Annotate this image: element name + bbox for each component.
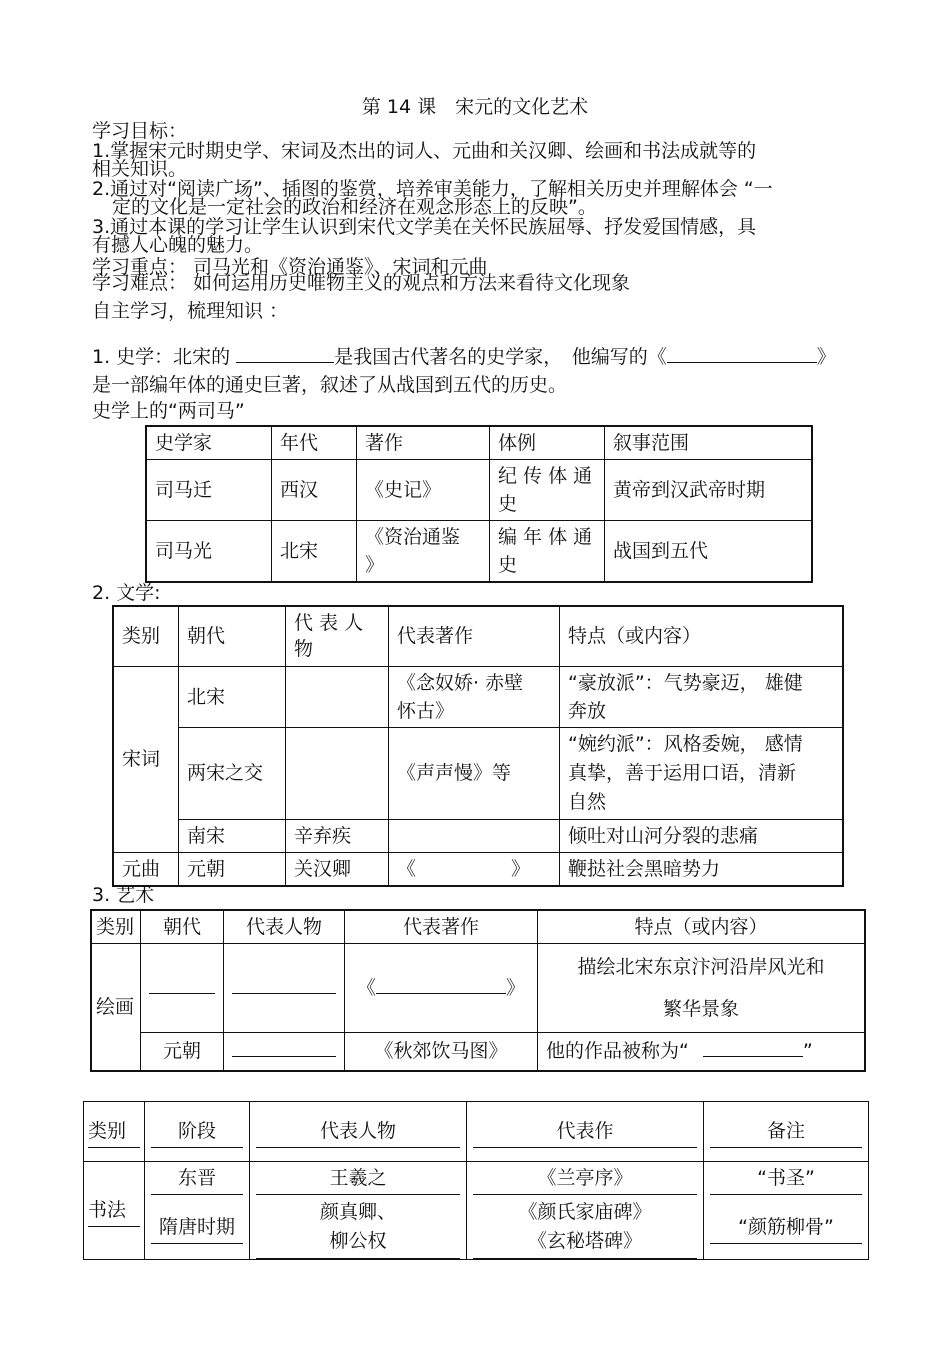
table-cell	[467, 1196, 704, 1260]
bracket-close: 》	[506, 977, 526, 999]
cell-text: 《颜氏家庙碑》 《玄秘塔碑》	[473, 1196, 697, 1259]
bracket-open: 《	[356, 977, 376, 999]
page-title: 第 14 课 宋元的文化艺术	[361, 96, 589, 118]
header-cell: 朝代	[141, 910, 224, 944]
table-cell: 《资治通鉴 》	[357, 521, 490, 583]
feature-text: 他的作品被称为“	[546, 1040, 689, 1063]
answer-cell[interactable]	[224, 944, 345, 1033]
header-cell	[467, 1102, 704, 1162]
objective-line: 相关知识。	[92, 158, 188, 180]
header-label: 代表作	[473, 1115, 697, 1148]
header-cell: 代表著作	[389, 606, 560, 666]
question-text: 是我国古代著名的史学家， 他编写的《	[334, 346, 667, 368]
answer-cell[interactable]	[141, 944, 224, 1033]
key-point: 学习重点： 司马光和《资治通鉴》、宋词和元曲	[92, 256, 488, 278]
table-cell: 《史记》	[357, 460, 490, 521]
table-cell: 辛弃疾	[286, 819, 389, 852]
objective-line: 有撼人心魄的魅力。	[92, 234, 264, 256]
question-text: 1. 史学：北宋的	[92, 346, 231, 368]
table-cell: “豪放派”：气势豪迈， 雄健 奔放	[560, 666, 844, 727]
table-cell: 司马光	[146, 521, 272, 583]
category-cell: 宋词	[113, 666, 179, 852]
history-question-line1	[92, 344, 836, 368]
table-cell	[250, 1162, 467, 1196]
table-cell	[145, 1196, 250, 1260]
objective-line: 3.通过本课的学习让学生认识到宋代文学美在关怀民族屈辱、抒发爱国情感，具	[92, 216, 757, 238]
table-cell: 元朝	[179, 852, 286, 886]
category-cell: 绘画	[91, 944, 141, 1071]
feature-text: ”	[802, 1040, 813, 1063]
answer-blank[interactable]	[703, 1038, 803, 1057]
question-text: 》	[816, 346, 836, 368]
answer-cell[interactable]	[345, 944, 538, 1033]
table-cell	[704, 1196, 869, 1260]
header-label: 类别	[88, 1115, 140, 1148]
history-question-line2: 是一部编年体的通史巨著，叙述了从战国到五代的历史。	[92, 374, 568, 396]
table-cell: 描绘北宋东京汴河沿岸风光和 繁华景象	[538, 944, 866, 1033]
section-heading: 2. 文学:	[92, 582, 161, 604]
cell-text: “书圣”	[710, 1162, 862, 1195]
section-heading: 3. 艺术	[92, 884, 155, 906]
cell-text: 东晋	[151, 1162, 243, 1195]
historians-table	[145, 425, 813, 583]
table-cell: 关汉卿	[286, 852, 389, 886]
header-cell: 史学家	[146, 426, 272, 460]
category-cell	[84, 1162, 145, 1260]
table-cell	[145, 1162, 250, 1196]
self-study-heading: 自主学习，梳理知识 ：	[92, 300, 289, 322]
table-cell: 司马迁	[146, 460, 272, 521]
answer-cell[interactable]	[286, 727, 389, 819]
table-cell: 西汉	[272, 460, 357, 521]
table-cell: 元朝	[141, 1033, 224, 1071]
header-cell	[84, 1102, 145, 1162]
category-label: 书法	[88, 1194, 140, 1227]
answer-cell[interactable]: 《 》	[389, 852, 560, 886]
header-cell	[250, 1102, 467, 1162]
header-cell	[145, 1102, 250, 1162]
table-cell: 两宋之交	[179, 727, 286, 819]
table-cell	[538, 1033, 866, 1071]
table-cell: 南宋	[179, 819, 286, 852]
cell-text: 颜真卿、 柳公权	[256, 1196, 460, 1259]
table-cell: 倾吐对山河分裂的悲痛	[560, 819, 844, 852]
answer-blank[interactable]	[236, 344, 334, 363]
header-cell: 代表著作	[345, 910, 538, 944]
objectives-heading: 学习目标：	[92, 120, 188, 142]
header-cell: 类别	[91, 910, 141, 944]
answer-blank[interactable]	[376, 975, 506, 994]
answer-cell[interactable]	[286, 666, 389, 727]
cell-text: 隋唐时期	[151, 1211, 243, 1244]
header-cell: 年代	[272, 426, 357, 460]
cell-text: “颜筋柳骨”	[710, 1211, 862, 1244]
difficulty: 学习难点： 如何运用历史唯物主义的观点和方法来看待文化现象	[92, 272, 631, 294]
table-cell: 北宋	[179, 666, 286, 727]
table-cell	[704, 1162, 869, 1196]
header-label: 备注	[710, 1115, 862, 1148]
answer-blank[interactable]	[232, 1038, 336, 1057]
table-cell	[250, 1196, 467, 1260]
header-cell: 特点（或内容）	[560, 606, 844, 666]
cell-text: 《兰亭序》	[473, 1162, 697, 1195]
literature-table	[112, 605, 844, 887]
header-cell: 类别	[113, 606, 179, 666]
answer-blank[interactable]	[149, 975, 215, 994]
calligraphy-table	[83, 1101, 869, 1260]
answer-cell[interactable]	[224, 1033, 345, 1071]
header-cell: 体例	[490, 426, 605, 460]
header-cell	[704, 1102, 869, 1162]
art-table	[90, 909, 866, 1072]
table-cell: 战国到五代	[605, 521, 813, 583]
header-cell: 代表人物	[224, 910, 345, 944]
table-cell: “婉约派”：风格委婉， 感情 真挚，善于运用口语，清新 自然	[560, 727, 844, 819]
header-cell: 叙事范围	[605, 426, 813, 460]
table-cell: 《声声慢》等	[389, 727, 560, 819]
objective-line: 定的文化是一定社会的政治和经济在观念形态上的反映”。	[112, 196, 597, 218]
table-cell: 编 年 体 通 史	[490, 521, 605, 583]
objective-line: 2.通过对“阅读广场”、插图的鉴赏，培养审美能力，了解相关历史并理解体会 “一	[92, 178, 773, 200]
header-cell: 朝代	[179, 606, 286, 666]
table-cell: 纪 传 体 通 史	[490, 460, 605, 521]
table-cell: 《秋郊饮马图》	[345, 1033, 538, 1071]
header-cell: 著作	[357, 426, 490, 460]
category-cell: 元曲	[113, 852, 179, 886]
table-caption: 史学上的“两司马”	[92, 400, 245, 422]
header-label: 阶段	[151, 1115, 243, 1148]
table-cell: 鞭挞社会黑暗势力	[560, 852, 844, 886]
table-cell: 北宋	[272, 521, 357, 583]
answer-blank[interactable]	[232, 975, 336, 994]
cell-text: 王羲之	[256, 1162, 460, 1195]
table-cell	[467, 1162, 704, 1196]
answer-cell[interactable]	[389, 819, 560, 852]
answer-blank[interactable]	[667, 344, 817, 363]
header-cell: 特点（或内容）	[538, 910, 866, 944]
objective-line: 1.掌握宋元时期史学、宋词及杰出的词人、元曲和关汉卿、绘画和书法成就等的	[92, 140, 757, 162]
table-cell: 黄帝到汉武帝时期	[605, 460, 813, 521]
table-cell: 《念奴娇· 赤壁 怀古》	[389, 666, 560, 727]
header-cell: 代 表 人 物	[286, 606, 389, 666]
header-label: 代表人物	[256, 1115, 460, 1148]
